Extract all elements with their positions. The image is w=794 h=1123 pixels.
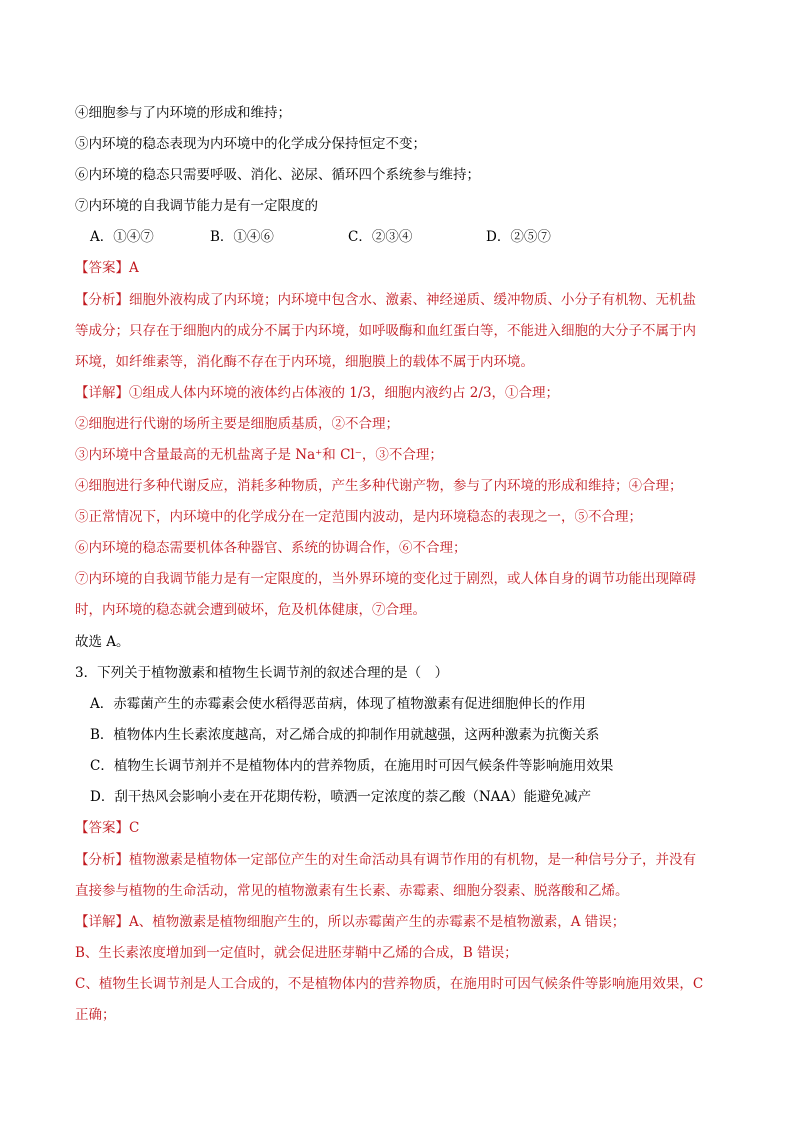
- q3-stem: 3．下列关于植物激素和植物生长调节剂的叙述合理的是（ ）: [75, 665, 449, 681]
- q2-detail-line-6: ⑥内环境的稳态需要机体各种器官、系统的协调合作，⑥不合理；: [75, 540, 467, 556]
- q2-conclusion: 故选 A。: [75, 634, 130, 650]
- q2-analysis-line-3: 环境，如纤维素等，消化酶不存在于内环境，细胞膜上的载体不属于内环境。: [75, 354, 534, 370]
- q2-detail-line-4: ④细胞进行多种代谢反应，消耗多种物质，产生多种代谢产物，参与了内环境的形成和维持；④合理；: [75, 478, 683, 494]
- q2-detail-line-2: ②细胞进行代谢的场所主要是细胞质基质，②不合理；: [75, 416, 399, 432]
- q2-detail-line-8: 时，内环境的稳态就会遭到破坏，危及机体健康，⑦合理。: [75, 602, 426, 618]
- q3-detail-line-4: 正确；: [75, 1007, 116, 1023]
- q2-detail-line-7: ⑦内环境的自我调节能力是有一定限度的，当外界环境的变化过于剧烈，或人体自身的调节功能出现障碍: [75, 571, 696, 587]
- q2-option-d: D．②⑤⑦: [486, 229, 551, 245]
- q3-answer: 【答案】C: [75, 820, 140, 836]
- statement-7: ⑦内环境的自我调节能力是有一定限度的: [75, 198, 318, 214]
- q3-option-d: D．刮干热风会影响小麦在开花期传粉，喷洒一定浓度的萘乙酸（NAA）能避免减产: [90, 789, 592, 805]
- q3-detail-line-1: 【详解】A、植物激素是植物细胞产生的，所以赤霉菌产生的赤霉素不是植物激素，A 错误；: [75, 914, 626, 930]
- q2-analysis-line-2: 等成分；只存在于细胞内的成分不属于内环境，如呼吸酶和血红蛋白等，不能进入细胞的大分子不属于内: [75, 323, 696, 339]
- statement-6: ⑥内环境的稳态只需要呼吸、消化、泌尿、循环四个系统参与维持；: [75, 167, 480, 183]
- q3-option-c: C．植物生长调节剂并不是植物体内的营养物质，在施用时可因气候条件等影响施用效果: [90, 758, 614, 774]
- q3-detail-line-3: C、植物生长调节剂是人工合成的，不是植物体内的营养物质，在施用时可因气候条件等影响施用效果，C: [75, 976, 704, 992]
- q2-detail-line-1: 【详解】①组成人体内环境的液体约占体液的 1/3，细胞内液约占 2/3，①合理；: [75, 385, 560, 401]
- q3-option-b: B．植物体内生长素浓度越高，对乙烯合成的抑制作用就越强，这两种激素为抗衡关系: [90, 727, 600, 743]
- q2-option-b: B．①④⑥: [210, 229, 274, 245]
- q2-answer: 【答案】A: [75, 260, 139, 276]
- q2-analysis-line-1: 【分析】细胞外液构成了内环境；内环境中包含水、激素、神经递质、缓冲物质、小分子有机物、无机盐: [75, 292, 696, 308]
- q2-detail-line-3: ③内环境中含量最高的无机盐离子是 Na⁺和 Cl⁻，③不合理；: [75, 447, 443, 463]
- q2-detail-line-5: ⑤正常情况下，内环境中的化学成分在一定范围内波动，是内环境稳态的表现之一，⑤不合理；: [75, 509, 642, 525]
- statement-5: ⑤内环境的稳态表现为内环境中的化学成分保持恒定不变；: [75, 136, 426, 152]
- q3-detail-line-2: B、生长素浓度增加到一定值时，就会促进胚芽鞘中乙烯的合成，B 错误；: [75, 945, 518, 961]
- statement-4: ④细胞参与了内环境的形成和维持；: [75, 105, 291, 121]
- q3-analysis-line-2: 直接参与植物的生命活动，常见的植物激素有生长素、赤霉素、细胞分裂素、脱落酸和乙烯。: [75, 883, 629, 899]
- q3-analysis-line-1: 【分析】植物激素是植物体一定部位产生的对生命活动具有调节作用的有机物，是一种信号分子，并没有: [75, 852, 696, 868]
- q2-option-c: C．②③④: [348, 229, 413, 245]
- q3-option-a: A．赤霉菌产生的赤霉素会使水稻得恶苗病，体现了植物激素有促进细胞伸长的作用: [90, 696, 586, 712]
- q2-option-a: A．①④⑦: [90, 229, 154, 245]
